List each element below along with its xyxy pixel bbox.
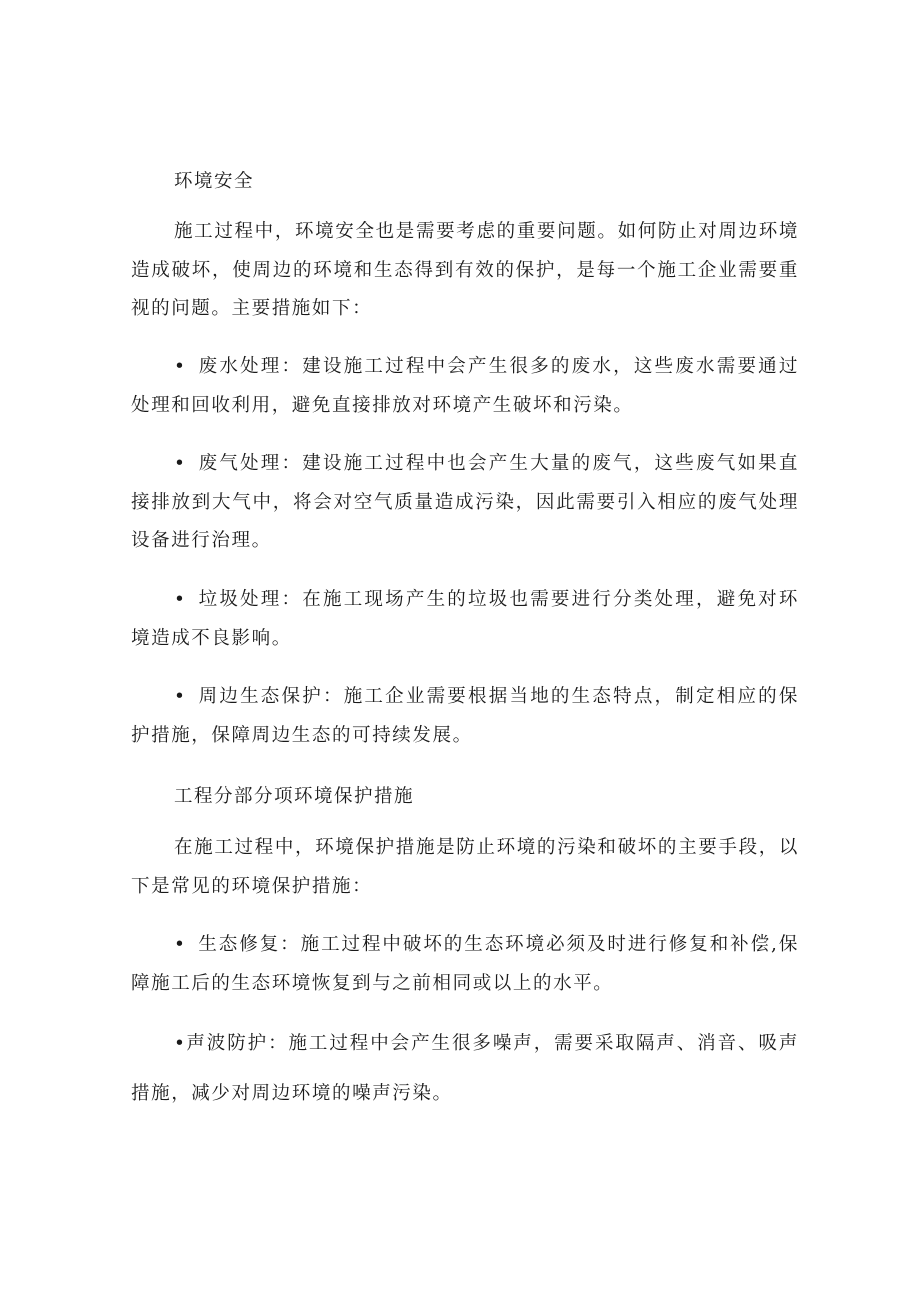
section-heading: 环境安全 <box>174 171 255 192</box>
bullet-icon: • <box>174 934 187 955</box>
section-intro-paragraph: 在施工过程中，环境保护措施是防止环境的污染和破坏的主要手段，以下是常见的环境保护措施： <box>131 837 799 897</box>
list-item-text: 周边生态保护：施工企业需要根据当地的生态特点，制定相应的保护措施，保障周边生态的可持续发展。 <box>131 686 799 746</box>
bullet-icon: • <box>174 686 187 707</box>
list-item-text: 声波防护：施工过程中会产生很多噪声，需要采取隔声、消音、吸声措施，减少对周边环境的噪声污染。 <box>131 1033 799 1104</box>
bullet-icon: • <box>174 453 187 474</box>
bullet-icon: • <box>174 356 187 377</box>
bullet-icon: • <box>174 1033 187 1054</box>
list-item-text: 生态修复：施工过程中破坏的生态环境必须及时进行修复和补偿,保障施工后的生态环境恢复到与之前相同或以上的水平。 <box>131 934 799 994</box>
list-item-text: 废水处理：建设施工过程中会产生很多的废水，这些废水需要通过处理和回收利用，避免直接排放对环境产生破坏和污染。 <box>131 356 799 416</box>
list-item-text: 废气处理：建设施工过程中也会产生大量的废气，这些废气如果直接排放到大气中，将会对空气质量造成污染，因此需要引入相应的废气处理设备进行治理。 <box>131 453 799 551</box>
section-intro-paragraph: 施工过程中，环境安全也是需要考虑的重要问题。如何防止对周边环境造成破坏，使周边的环境和生态得到有效的保护，是每一个施工企业需要重视的问题。主要措施如下： <box>131 221 799 319</box>
list-item <box>131 926 799 1003</box>
bullet-icon: • <box>174 589 187 610</box>
list-item <box>131 445 799 561</box>
section-heading: 工程分部分项环境保护措施 <box>174 786 415 807</box>
list-item <box>131 348 799 425</box>
list-item-text: 垃圾处理：在施工现场产生的垃圾也需要进行分类处理，避免对环境造成不良影响。 <box>131 589 799 649</box>
list-item <box>131 678 799 755</box>
list-item <box>131 1019 799 1119</box>
list-item <box>131 581 799 658</box>
